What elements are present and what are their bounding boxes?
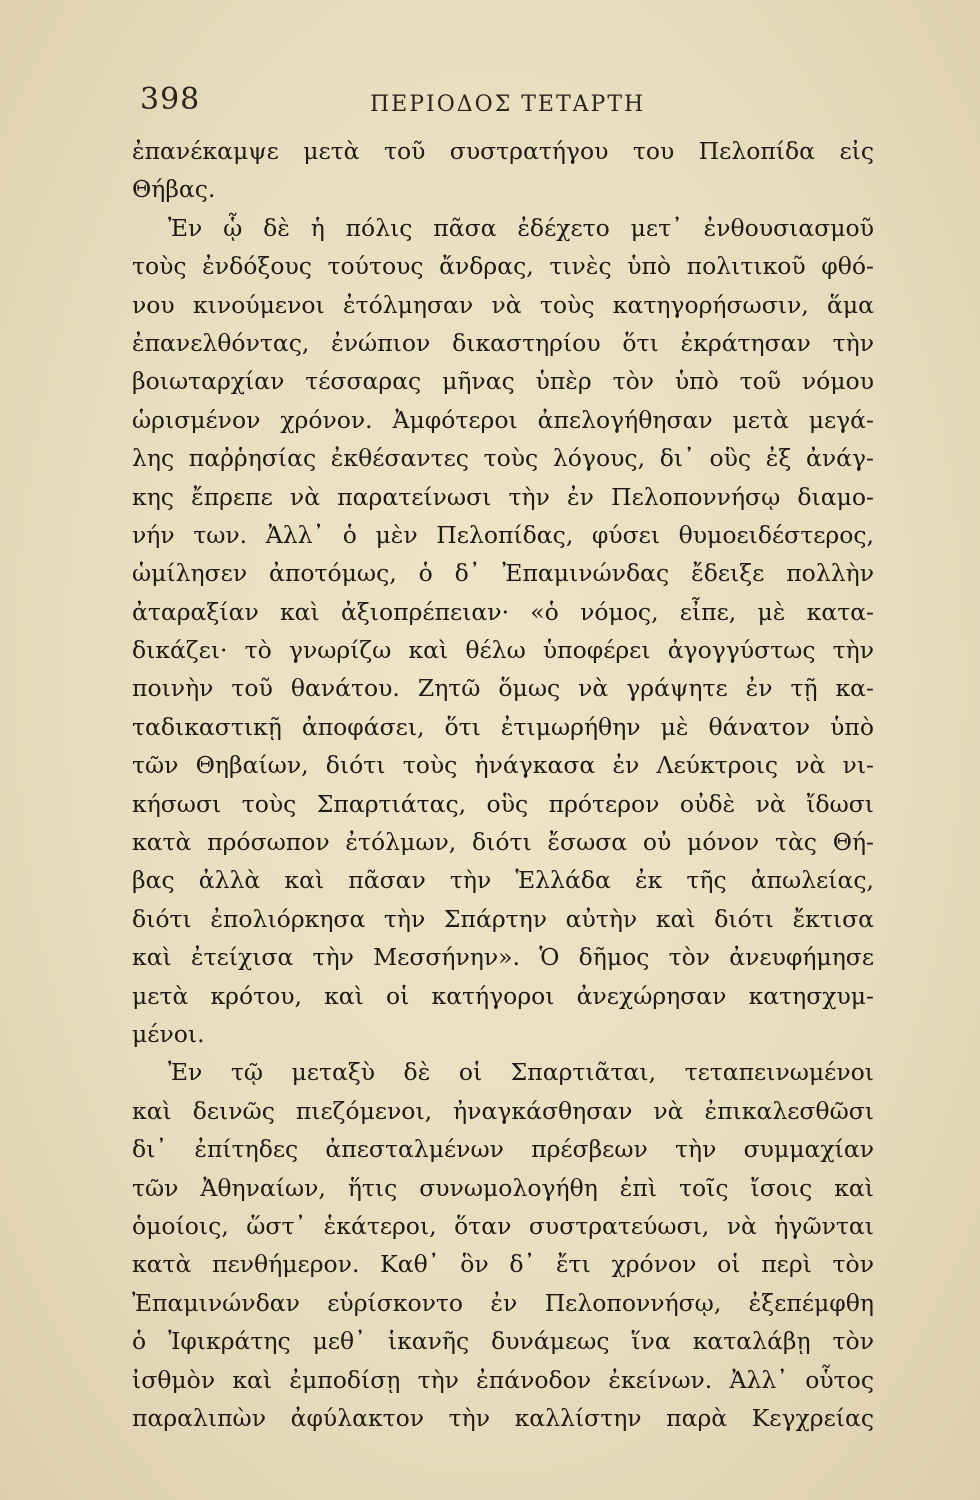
text-line: κατὰ πρόσωπον ἐτόλμων, διότι ἔσωσα οὐ μόνον τὰς Θή- [132, 828, 874, 857]
text-line: ἐπανελθόντας, ἐνώπιον δικαστηρίου ὅτι ἐκράτησαν τὴν [132, 328, 874, 357]
running-title: ΠΕΡΙΟΔΟΣ ΤΕΤΑΡΤΗ [370, 92, 646, 117]
text-line: τοὺς ἐνδόξους τούτους ἄνδρας, τινὲς ὑπὸ πολιτικοῦ φθό- [132, 252, 874, 281]
text-line: τῶν Ἀθηναίων, ἥτις συνωμολογήθη ἐπὶ τοῖς ἴσοις καὶ [132, 1173, 874, 1202]
text-line: ἀταραξίαν καὶ ἀξιοπρέπειαν· «ὁ νόμος, εἶπε, μὲ κατα- [132, 597, 874, 626]
text-line: βας ἀλλὰ καὶ πᾶσαν τὴν Ἑλλάδα ἐκ τῆς ἀπωλείας, [132, 866, 874, 895]
text-line: καὶ ἐτείχισα τὴν Μεσσήνην». Ὁ δῆμος τὸν ἀνευφήμησε [132, 943, 874, 972]
text-line: διότι ἐπολιόρκησα τὴν Σπάρτην αὐτὴν καὶ διότι ἔκτισα [132, 904, 874, 933]
page-number: 398 [140, 82, 201, 117]
text-line: δικάζει· τὸ γνωρίζω καὶ θέλω ὑποφέρει ἀγογγύστως τὴν [132, 636, 874, 665]
text-line: τῶν Θηβαίων, διότι τοὺς ἠνάγκασα ἐν Λεύκτροις νὰ νι- [132, 751, 874, 780]
text-line: Ἐν τῷ μεταξὺ δὲ οἱ Σπαρτιᾶται, τεταπεινωμένοι [168, 1058, 874, 1087]
text-line: καὶ δεινῶς πιεζόμενοι, ἠναγκάσθησαν νὰ ἐπικαλεσθῶσι [132, 1096, 874, 1125]
text-line: Ἐπαμινώνδαν εὑρίσκοντο ἐν Πελοποννήσῳ, ἐξεπέμφθη [132, 1288, 874, 1317]
text-line: ὁ Ἰφικράτης μεθ᾽ ἱκανῆς δυνάμεως ἵνα καταλάβῃ τὸν [132, 1327, 874, 1356]
text-line: Θήβας. [132, 175, 216, 204]
page-header [140, 82, 880, 132]
text-line: λης παῤῥησίας ἐκθέσαντες τοὺς λόγους, δι᾽ οὓς ἐξ ἀνάγ- [132, 444, 874, 473]
text-line: βοιωταρχίαν τέσσαρας μῆνας ὑπὲρ τὸν ὑπὸ τοῦ νόμου [132, 367, 874, 396]
text-line: ὡμίλησεν ἀποτόμως, ὁ δ᾽ Ἐπαμινώνδας ἔδειξε πολλὴν [132, 559, 874, 588]
text-line: ὁμοίοις, ὥστ᾽ ἑκάτεροι, ὅταν συστρατεύωσι, νὰ ἡγῶνται [132, 1211, 874, 1240]
text-line: κατὰ πενθήμερον. Καθ᾽ ὃν δ᾽ ἔτι χρόνον οἱ περὶ τὸν [132, 1250, 874, 1279]
text-line: ταδικαστικῇ ἀποφάσει, ὅτι ἐτιμωρήθην μὲ θάνατον ὑπὸ [132, 712, 874, 741]
text-line: ἰσθμὸν καὶ ἐμποδίσῃ τὴν ἐπάνοδον ἐκείνων. Ἀλλ᾽ οὗτος [132, 1365, 874, 1394]
body-text [132, 132, 874, 1437]
text-line: μετὰ κρότου, καὶ οἱ κατήγοροι ἀνεχώρησαν κατησχυμ- [132, 981, 874, 1010]
text-line: μένοι. [132, 1019, 205, 1048]
text-line: ἐπανέκαμψε μετὰ τοῦ συστρατήγου του Πελοπίδα εἰς [132, 137, 874, 165]
text-line: νήν των. Ἀλλ᾽ ὁ μὲν Πελοπίδας, φύσει θυμοειδέστερος, [132, 520, 874, 549]
text-line: Ἐν ᾧ δὲ ἡ πόλις πᾶσα ἐδέχετο μετ᾽ ἐνθουσιασμοῦ [168, 213, 874, 242]
text-line: ὡρισμένον χρόνον. Ἀμφότεροι ἀπελογήθησαν μετὰ μεγά- [132, 405, 874, 434]
text-line: ποινὴν τοῦ θανάτου. Ζητῶ ὅμως νὰ γράψητε ἐν τῇ κα- [132, 674, 874, 703]
text-line: δι᾽ ἐπίτηδες ἀπεσταλμένων πρέσβεων τὴν συμμαχίαν [132, 1135, 874, 1164]
text-line: νου κινούμενοι ἐτόλμησαν νὰ τοὺς κατηγορήσωσιν, ἅμα [132, 290, 874, 319]
text-line: κήσωσι τοὺς Σπαρτιάτας, οὓς πρότερον οὐδὲ νὰ ἴδωσι [132, 789, 874, 818]
text-line: παραλιπὼν ἀφύλακτον τὴν καλλίστην παρὰ Κεγχρείας [132, 1403, 874, 1432]
text-line: κης ἔπρεπε νὰ παρατείνωσι τὴν ἐν Πελοποννήσῳ διαμο- [132, 482, 874, 511]
